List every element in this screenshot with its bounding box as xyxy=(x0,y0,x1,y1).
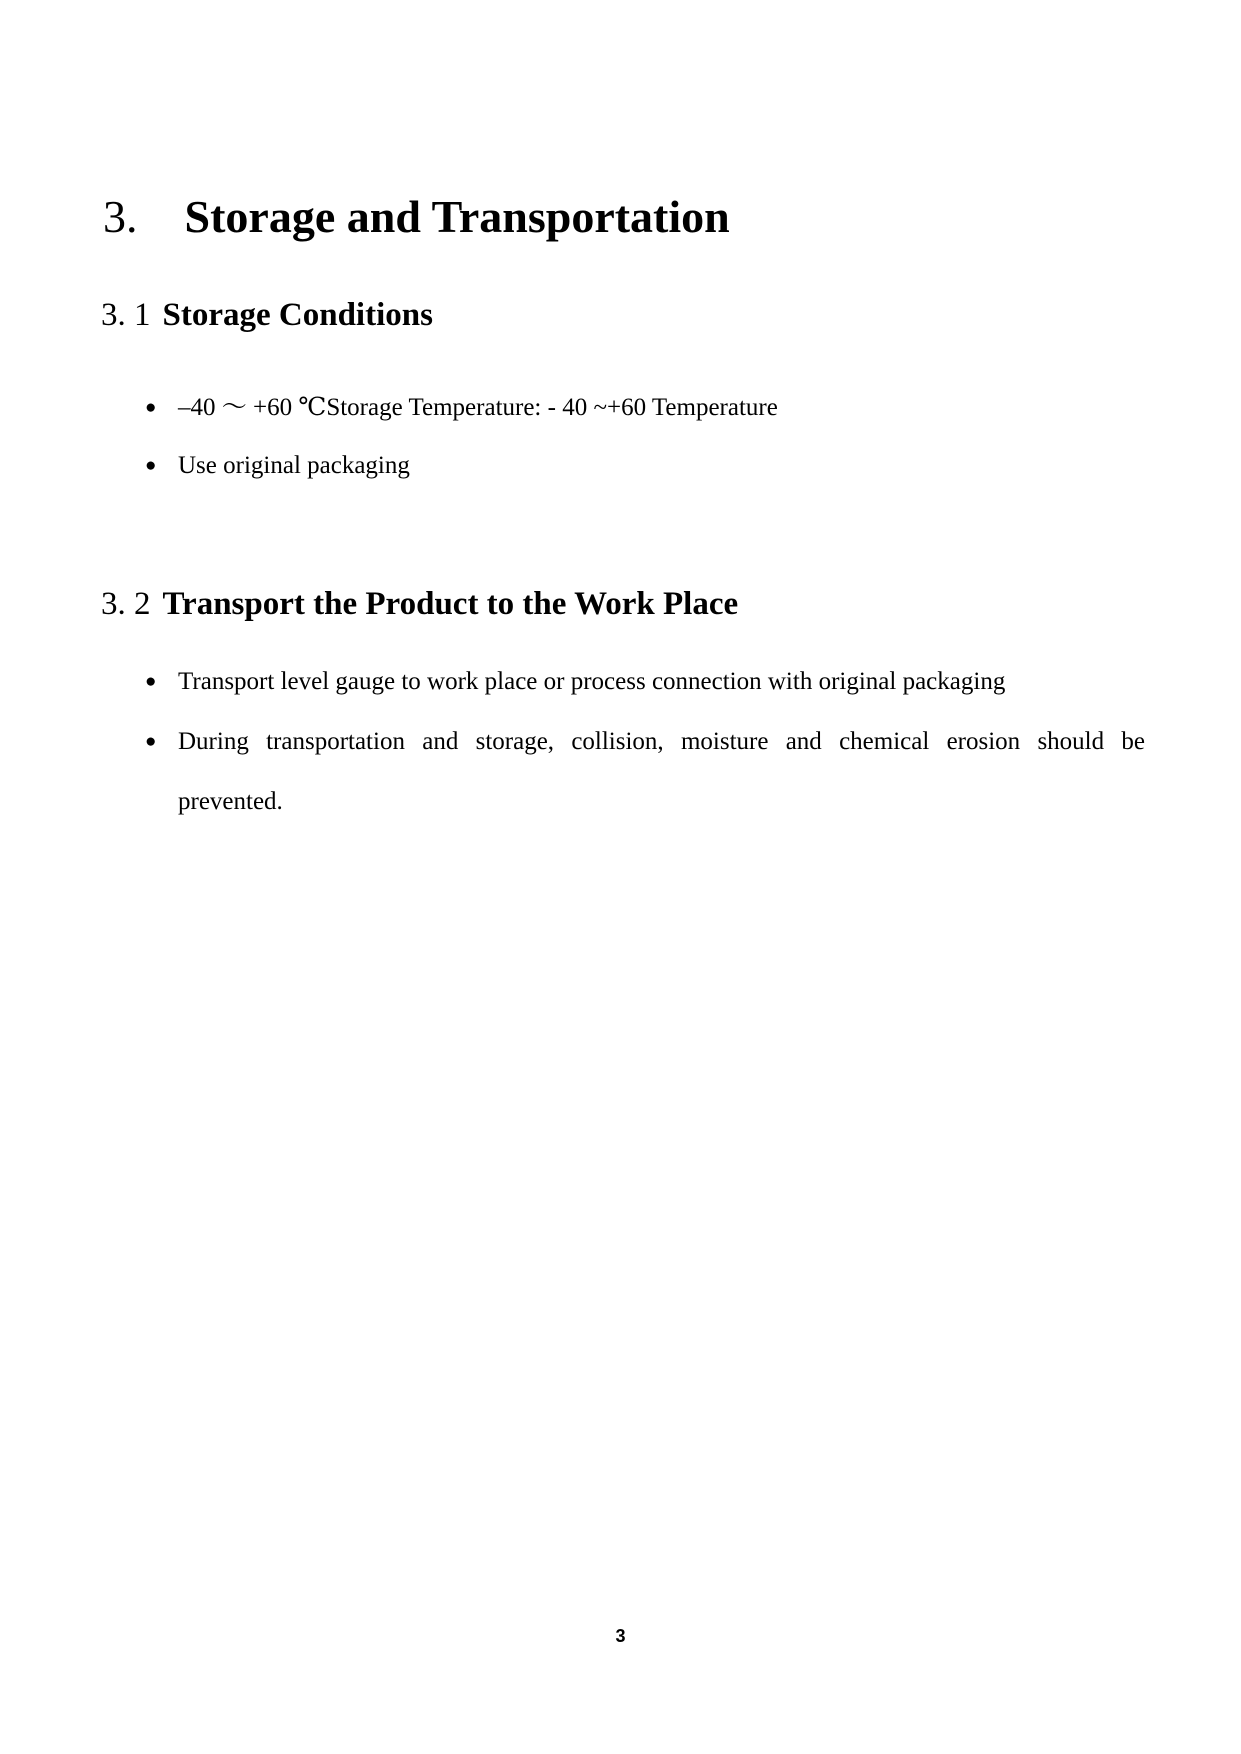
chapter-number: 3. xyxy=(103,191,138,242)
list-item xyxy=(145,378,1145,438)
list-item-text: Use original packaging xyxy=(178,452,410,479)
list-item-text: During transportation and storage, collision, moisture and chemical erosion should be prevented. xyxy=(178,728,1145,815)
bullet-icon: ● xyxy=(145,671,157,692)
section-number: 3. 2 xyxy=(101,586,151,622)
page-number: 3 xyxy=(615,1626,626,1646)
chapter-title xyxy=(103,192,730,243)
section-heading-storage-conditions xyxy=(101,296,433,336)
chapter-title-text: Storage and Transportation xyxy=(184,191,730,242)
section-heading-text: Transport the Product to the Work Place xyxy=(162,586,739,622)
list-item-text: Transport level gauge to work place or process connection with original packaging xyxy=(178,668,1006,695)
bullet-icon: ● xyxy=(145,397,157,418)
section-heading-text: Storage Conditions xyxy=(162,297,433,333)
section-heading-transport-product xyxy=(101,585,738,625)
list-item xyxy=(145,712,1145,832)
list-item xyxy=(145,652,1145,712)
list-item-text: –40 ～ +60 ℃Storage Temperature: - 40 ~+60 Temperature xyxy=(178,394,778,421)
section-number: 3. 1 xyxy=(101,297,151,333)
bullet-icon: ● xyxy=(145,455,157,476)
bullet-icon: ● xyxy=(145,731,157,752)
list-item xyxy=(145,436,1145,496)
